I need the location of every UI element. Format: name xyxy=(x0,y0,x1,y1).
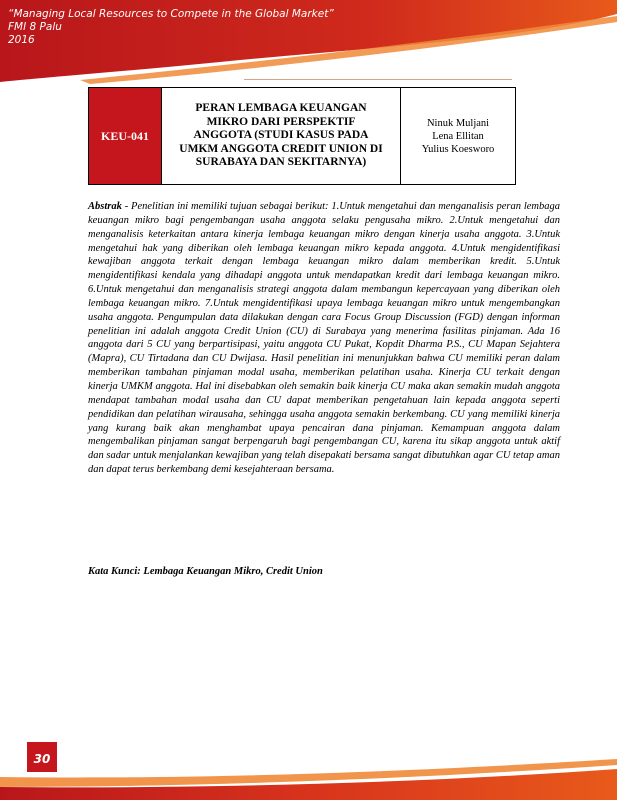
page-number: 30 xyxy=(33,752,51,766)
conference-tagline: “Managing Local Resources to Compete in the Global Market” xyxy=(8,8,334,20)
paper-info-table xyxy=(88,87,516,185)
paper-title xyxy=(162,88,401,185)
author-name: Ninuk Muljani xyxy=(426,117,490,129)
header-divider xyxy=(244,79,512,80)
event-name: FMI 8 Palu xyxy=(8,21,62,33)
paper-title-line: MIKRO DARI PERSPEKTIF xyxy=(206,115,356,128)
paper-title-line: SURABAYA DAN SEKITARNYA) xyxy=(195,156,367,169)
keywords: Kata Kunci: Lembaga Keuangan Mikro, Credit Union xyxy=(88,566,323,577)
paper-title-line: UMKM ANGGOTA CREDIT UNION DI xyxy=(179,142,383,155)
paper-title-line: ANGGOTA (STUDI KASUS PADA xyxy=(193,129,369,142)
abstract xyxy=(88,200,560,477)
paper-code: KEU-041 xyxy=(89,88,162,185)
author-name: Yulius Koesworo xyxy=(421,143,495,155)
footer-band xyxy=(0,735,617,800)
header-text xyxy=(8,8,334,47)
abstract-text: - Penelitian ini memiliki tujuan sebagai berikut: 1.Untuk mengetahui dan menganalisis peran lembaga keuangan mikro bagi pengembangan usaha anggota selaku pengusaha mikro. 2.Untuk mengetahui dan menganalisis keterkaitan antara kinerja lembaga keuangan mikro dengan kinerja usaha anggota. 3.Untuk mengetahui hak yang diberikan oleh lembaga keuangan mikro kepada anggota. 4.Untuk mengidentifikasi kewajiban anggota terkait dengan lembaga keuangan mikro dalam memberikan kredit. 5.Untuk mengidentifikasi kendala yang dihadapi anggota untuk mendapatkan kredit dari lembaga keuangan mikro. 6.Untuk mengetahui dan menganalisis strategi anggota dalam membangun kepercayaan yang diberikan oleh lembaga keuangan mikro. 7.Untuk mengidentifikasi upaya lembaga keuangan mikro untuk mengembangkan usaha anggota. Pengumpulan data dilakukan dengan cara Focus Group Discussion (FGD) dengan informan penelitian ini adalah anggota Credit Union (CU) di Surabaya yang menerima fasilitas pinjaman. Ada 16 anggota dari 5 CU yang berpartisipasi, yaitu anggota CU Pukat, Kopdit Dharma P.S., CU Mapan Sejahtera (Mapra), CU Tirtadana dan CU Dwijasa. Hasil penelitian ini menunjukkan bahwa CU memiliki peran dalam memberikan tambahan pinjaman modal usaha, memberikan pelatihan usaha. Kinerja CU terkait dengan kinerja UMKM anggota. Hal ini disebabkan oleh semakin baik kinerja CU maka akan semakin mudah anggota mendapat tambahan modal usaha dan CU dapat memberikan pengetahuan lain kepada anggota seperti pendidikan dan pelatihan wirausaha, sehingga usaha anggota semakin berkembang. CU yang memiliki kinerja yang kurang baik akan menghambat upaya pencairan dana pinjaman. Kemampuan anggota dalam mengembalikan pinjaman sangat berpengaruh bagi pengembangan CU, karena itu sikap anggota untuk aktif dan sadar untuk menjalankan kewajiban yang telah disepakati bersama sangat dibutuhkan agar CU tetap aman dan dapat terus berkembang demi kesejahteraan bersama. xyxy=(88,201,560,476)
abstract-label: Abstrak xyxy=(88,201,122,212)
author-name: Lena Ellitan xyxy=(432,130,484,142)
event-year: 2016 xyxy=(8,34,35,46)
paper-authors xyxy=(401,88,516,185)
paper-title-line: PERAN LEMBAGA KEUANGAN xyxy=(195,102,367,115)
